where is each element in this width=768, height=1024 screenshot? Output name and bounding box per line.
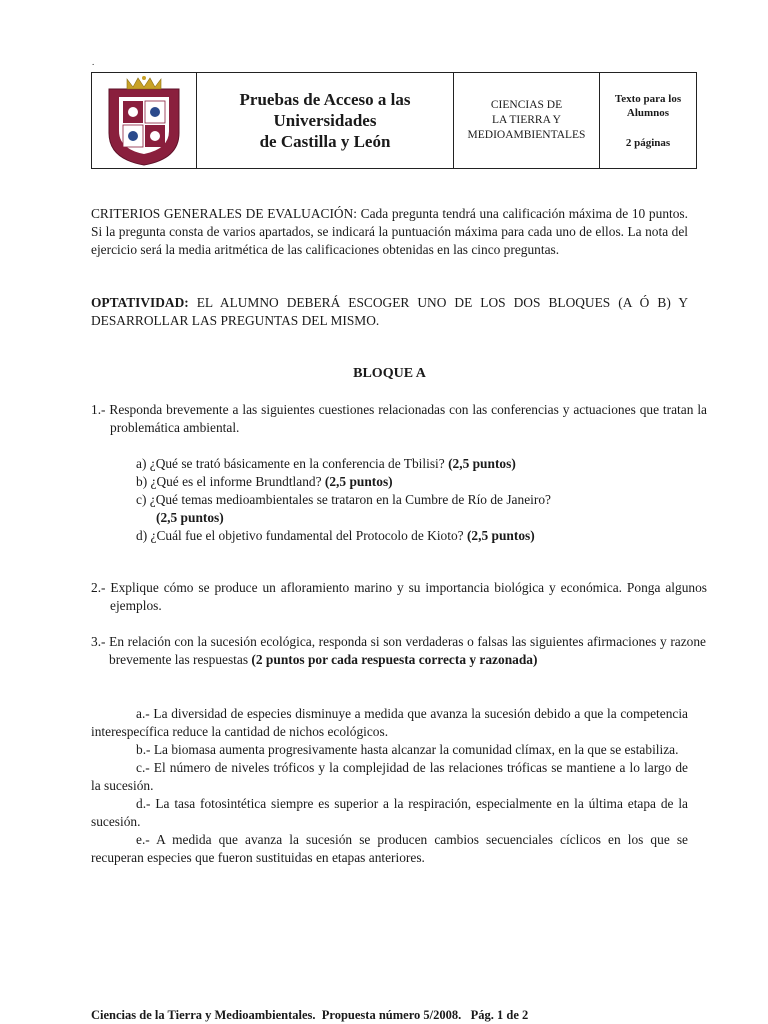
subject-cell — [454, 73, 600, 168]
q3-item-b: b.- La biomasa aumenta progresivamente hasta alcanzar la comunidad clímax, en la que se estabiliza. — [136, 742, 679, 757]
text-label-line-1: Texto para los — [614, 92, 682, 105]
q1-item-b-text: b) ¿Qué es el informe Brundtland? — [136, 474, 325, 489]
q1-item-a-points: (2,5 puntos) — [448, 456, 516, 471]
page-footer: Ciencias de la Tierra y Medioambientales. Propuesta número 5/2008. Pág. 1 de 2 — [91, 1008, 529, 1022]
q1-item-d-text: d) ¿Cuál fue el objetivo fundamental del Protocolo de Kioto? — [136, 528, 467, 543]
q1-item-a-text: a) ¿Qué se trató básicamente en la conferencia de Tbilisi? — [136, 456, 449, 471]
q1-item-d-points: (2,5 puntos) — [466, 528, 535, 543]
exam-title — [197, 73, 454, 168]
text-label-line-2: Alumnos — [626, 106, 670, 119]
logo-cell — [92, 73, 197, 168]
page-count: 2 páginas — [625, 136, 671, 149]
q1-item-d — [91, 527, 688, 545]
q1-item-a — [91, 455, 688, 473]
subject-line-1: CIENCIAS DE — [490, 99, 563, 111]
q1-item-c — [91, 491, 688, 509]
optativity-section — [91, 294, 688, 330]
question-1-items — [91, 455, 688, 545]
q1-item-c-points-line — [91, 509, 688, 527]
q3-points: (2 puntos por cada respuesta correcta y razonada) — [251, 652, 538, 667]
q3-item-c: c.- El número de niveles tróficos y la complejidad de las relaciones tróficas se mantiene a lo largo de la sucesión. — [91, 760, 688, 793]
title-line-2: Universidades — [273, 111, 377, 130]
q3-item-d: d.- La tasa fotosintética siempre es superior a la respiración, especialmente en la última etapa de la sucesión. — [91, 796, 688, 829]
q1-item-c-text: c) ¿Qué temas medioambientales se trataron en la Cumbre de Río de Janeiro? — [136, 492, 551, 507]
header-table — [91, 72, 697, 169]
q1-item-b-points: (2,5 puntos) — [324, 474, 393, 489]
question-3-items — [91, 705, 688, 867]
title-line-1: Pruebas de Acceso a las — [239, 90, 411, 109]
question-3-intro — [91, 633, 706, 669]
stray-mark: . — [92, 57, 95, 67]
q1-item-c-points: (2,5 puntos) — [156, 510, 224, 525]
question-2 — [91, 579, 707, 615]
optativity-label: OPTATIVIDAD: — [91, 295, 189, 310]
text-info-cell — [600, 73, 696, 168]
subject-line-3: MEDIOAMBIENTALES — [467, 129, 586, 141]
q3-intro-text: 3.- En relación con la sucesión ecológica, responda si son verdaderas o falsas las siguientes afirmaciones y razone brevemente las respuestas — [91, 634, 706, 667]
evaluation-criteria — [91, 205, 688, 259]
university-seal-logo — [105, 75, 183, 167]
q1-intro-text: 1.- Responda brevemente a las siguientes cuestiones relacionadas con las conferencias y actuaciones que tratan la problemática ambiental. — [91, 402, 707, 435]
block-title: BLOQUE A — [353, 366, 426, 381]
optativity-text: EL ALUMNO DEBERÁ ESCOGER UNO DE LOS DOS BLOQUES (A Ó B) Y DESARROLLAR LAS PREGUNTAS DEL MISMO. — [91, 295, 688, 328]
subject-line-2: LA TIERRA Y — [491, 114, 561, 126]
q1-item-b — [91, 473, 688, 491]
q3-item-a: a.- La diversidad de especies disminuye a medida que avanza la sucesión debido a que la competencia interespecífica reduce la cantidad de nichos ecológicos. — [91, 706, 688, 739]
q3-item-e: e.- A medida que avanza la sucesión se producen cambios secuenciales cíclicos en los que se recuperan especies que fueron sustituidas en etapas anteriores. — [91, 832, 688, 865]
q2-text: 2.- Explique cómo se produce un afloramiento marino y su importancia biológica y económica. Ponga algunos ejemplos. — [91, 580, 707, 613]
question-1-intro — [91, 401, 707, 437]
criteria-text: CRITERIOS GENERALES DE EVALUACIÓN: Cada pregunta tendrá una calificación máxima de 10 puntos. Si la pregunta consta de varios apartados, se indicará la puntuación máxima para cada uno de ellos. La nota del ejercicio será la media aritmética de las calificaciones obtenidas en las cinco preguntas. — [91, 206, 688, 257]
title-line-3: de Castilla y León — [259, 132, 391, 151]
